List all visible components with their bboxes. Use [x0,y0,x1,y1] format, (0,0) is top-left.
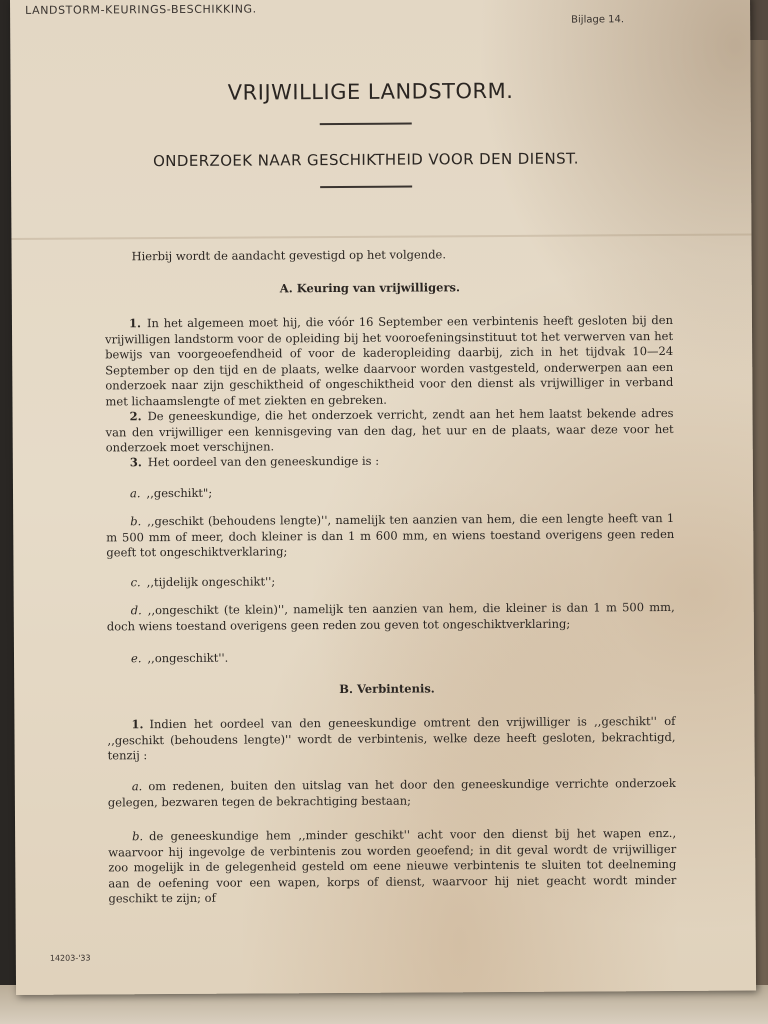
item-letter: a. [131,779,143,794]
paragraph-text: Indien het oordeel van den geneeskundige omtrent den vrijwilliger is ,,geschikt'' of ,,geschikt (behoudens lengte)'' wordt de verbintenis, welke deze heeft gesloten, bekrachtigd, tenzij : [107,713,676,763]
item-letter: b. [130,514,142,529]
item-text: om redenen, buiten den uitslag van het door den geneeskundige verrichte onderzoek gelegen, bezwaren tegen de bekrachtiging bestaan; [107,775,676,810]
item-letter: e. [130,651,142,666]
subtitle-rule [320,186,412,189]
page-title: VRIJWILLIGE LANDSTORM. [227,78,514,105]
paragraph-text: Het oordeel van den geneeskundige is : [147,453,380,470]
item-letter: b. [132,829,144,844]
paragraph-number: 1. [131,717,144,732]
section-b-item-a [108,776,676,811]
attachment-label: Bijlage 14. [571,14,625,26]
section-b-paragraph-1 [107,714,675,764]
page-subtitle: ONDERZOEK NAAR GESCHIKTHEID VOOR DEN DIENST. [152,149,579,171]
item-text: de geneeskundige hem ,,minder geschikt'' acht voor den dienst bij het wapen enz., waarvoor hij ingevolge de verbintenis zou worden geoefend; in dit geval wordt de vrijwilliger zoo mogelijk in de gelegenheid gesteld om eene nieuwe verbintenis te sluiten tot deelneming aan de oefening voor een wapen, korps of dienst, waarvoor hij niet geacht wordt minder geschikt te zijn; of [108,825,677,906]
paragraph-text: De geneeskundige, die het onderzoek verricht, zendt aan het hem laatst bekende adres van den vrijwilliger een kennisgeving van den dag, het uur en de plaats, waar deze voor het onderzoek moet verschijnen. [105,405,674,455]
item-letter: c. [130,575,141,590]
section-b-heading: B. Verbintenis. [339,681,435,697]
series-header: LANDSTORM-KEURINGS-BESCHIKKING. [25,2,257,17]
paragraph-number: 2. [129,409,142,424]
item-letter: d. [130,603,142,618]
list-item-c [107,572,675,591]
item-text: ,,geschikt (behoudens lengte)'', namelijk ten aanzien van hem, die een lengte heeft van 1 m 500 mm of meer, doch kleiner is dan 1 m 600 mm, en wiens toestand overigens geen reden geeft tot ongeschiktverklaring; [106,510,675,560]
item-text: ,,ongeschikt (te klein)'', namelijk ten aanzien van hem, die kleiner is dan 1 m 500 mm, doch wiens toestand overigens geen reden zou geven tot ongeschiktverklaring; [106,599,675,634]
list-item-e [107,648,675,667]
paper-fold [11,233,751,240]
paragraph-number: 1. [128,316,142,331]
intro-text: Hierbij wordt de aandacht gevestigd op het volgende. [131,247,447,264]
section-a-heading: A. Keuring van vrijwilligers. [279,280,461,296]
section-a-paragraph-1 [105,313,674,410]
section-a-paragraph-2 [106,406,674,456]
title-rule [320,123,412,126]
document-page [10,0,756,995]
item-letter: a. [129,486,141,501]
item-text: ,,ongeschikt''. [147,650,229,666]
list-item-b [106,511,674,561]
item-text: ,,geschikt"; [146,485,213,501]
section-a-paragraph-3 [106,452,674,471]
section-b-item-b [108,826,676,907]
paragraph-number: 3. [129,455,142,470]
item-text: ,,tijdelijk ongeschikt''; [146,574,276,590]
list-item-d [107,600,675,635]
list-item-a [106,483,674,502]
paragraph-text: In het algemeen moet hij, die vóór 16 September een verbintenis heeft gesloten bij den vrijwilligen landstorm voor de opleiding bij het vooroefeningsinstituut tot het verwerven van het bewijs van voorgeoefendheid of voor de kaderopleiding daarbij, zich in het tijdvak 10—24 September op den tijd en de plaats, welke daarvoor worden vastgesteld, onderwerpen aan een onderzoek naar zijn geschiktheid of ongeschiktheid voor den dienst als vrijwilliger in verband met lichaamslengte of met ziekten en gebreken. [105,312,674,409]
print-code: 14203-'33 [49,953,91,963]
